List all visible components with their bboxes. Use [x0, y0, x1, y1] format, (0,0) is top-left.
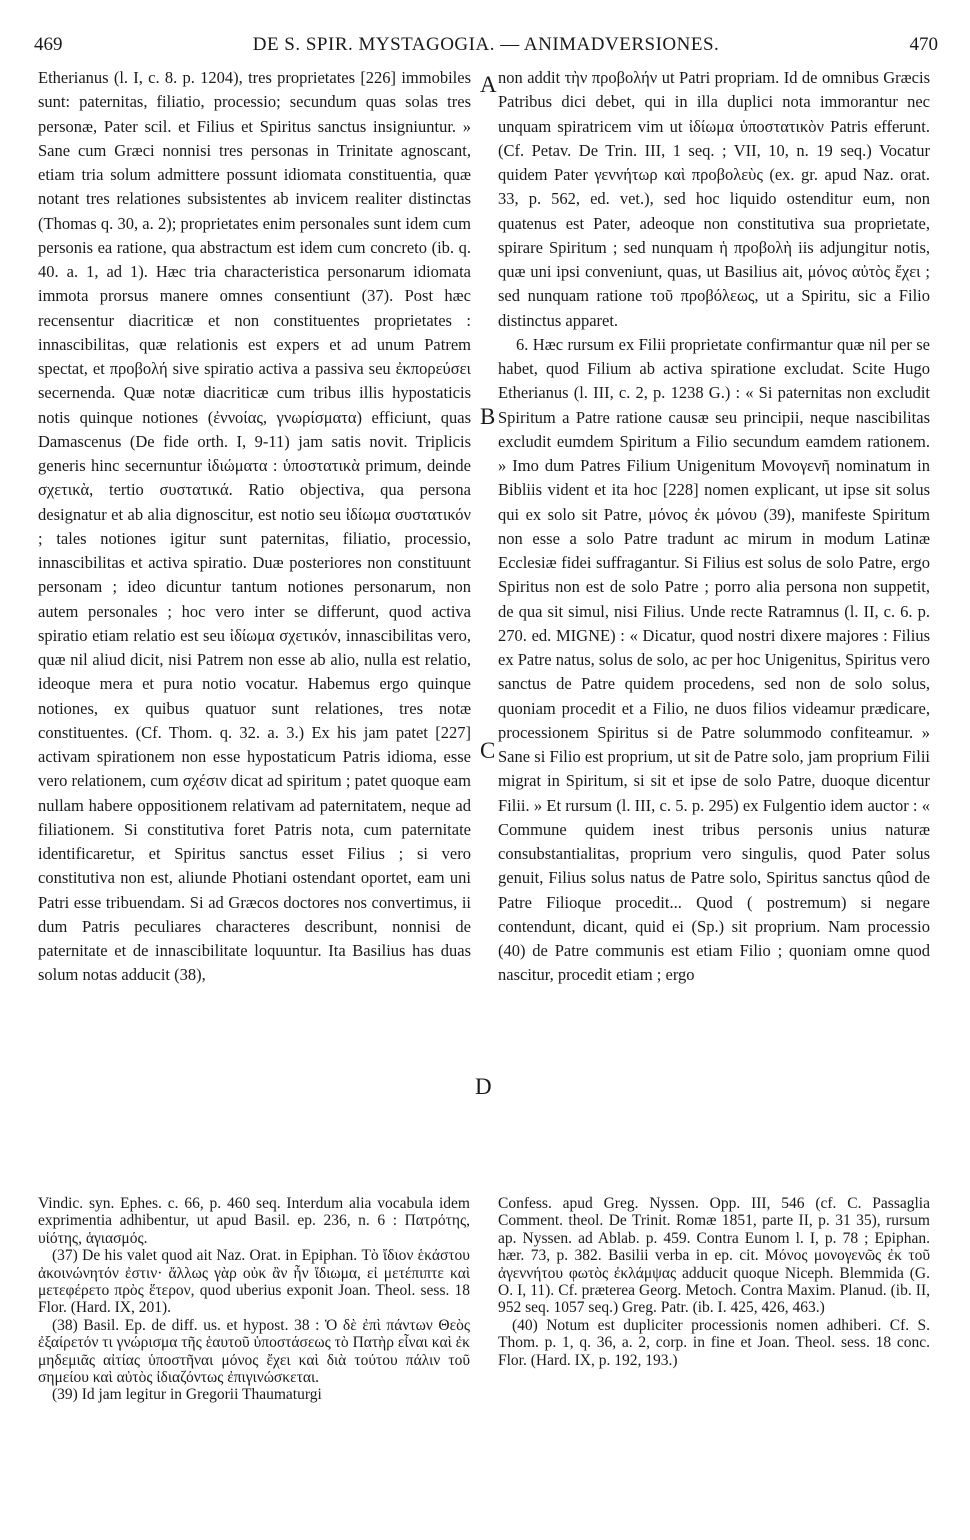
page-header [34, 34, 938, 60]
footnote-continuation: Vindic. syn. Ephes. c. 66, p. 460 seq. Interdum alia vocabula idem exprimentia adhibentur, ut apud Basil. ep. 236, n. 6 : Πατρότης, υἱότης, ἁγιασμός. [38, 1195, 470, 1247]
running-title: DE S. SPIR. MYSTAGOGIA. — ANIMADVERSIONES. [252, 34, 720, 55]
page-number-left: 469 [34, 34, 63, 55]
margin-marker-c: C [480, 738, 496, 763]
footnote-40: (40) Notum est dupliciter processionis nomen adhiberi. Cf. S. Thom. p. 1, q. 36, a. 2, corp. in fine et Joan. Theol. sess. 18 conc. Flor. (Hard. IX, p. 192, 193.) [498, 1316, 930, 1369]
right-column-paragraph-1: non addit τὴν προβολήν ut Patri propriam. Id de omnibus Græcis Patribus dici debet, qui in illa duplici nota immorantur nec unquam spiratricem vim ut ἰδίωμα ὑποστατικὸν Patris efferunt. (Cf. Petav. De Trin. III, 1 seq. ; VII, 10, n. 19 seq.) Vocatur quidem Pater γεννήτωρ καὶ προβολεὺς (ex. gr. apud Naz. orat. 33, p. 562, ed. vet.), sed hoc liquido ostenditur eum, non quatenus est Pater, adeoque non constitutiva sua proprietate, spirare Spiritum ; sed nunquam ἡ προβολὴ iis adjungitur notis, quæ uni ipsi conveniunt, quas, ut Basilius ait, μόνος αὐτὸς ἔχει ; sed nunquam ratione τοῦ προβόλεως, ut a Spiritu, sic a Filio distinctus apparet. [498, 68, 930, 330]
page-number-right: 470 [909, 34, 938, 55]
margin-marker-a: A [480, 72, 497, 97]
footnote-38: (38) Basil. Ep. de diff. us. et hypost. 38 : Ὁ δὲ ἐπὶ πάντων Θεὸς ἐξαίρετόν τι γνώρισμα τῆς ἑαυτοῦ ὑποστάσεως τὸ Πατὴρ εἶναι καὶ ἐκ μηδεμιᾶς αἰτίας ὑποστῆναι μόνος ἔχει καὶ διὰ τούτου πάλιν τοῦ σημείου καὶ αὐτὸς ἰδιαζόντως ἐπιγινώσκεται. [38, 1316, 470, 1387]
main-text-left-column [38, 66, 471, 988]
margin-marker-d: D [475, 1074, 492, 1099]
main-text-right-column [498, 66, 930, 988]
right-column-paragraph-2: 6. Hæc rursum ex Filii proprietate confirmantur quæ nil per se habet, quod Filium ab activa spiratione excludat. Scite Hugo Etherianus (l. III, c. 2, p. 1238 G.) : « Si paternitas non excludit Spiritum a Patre ratione causæ seu principii, neque nascibilitas excludit eumdem Spiritum a Filio secundum eamdem rationem. » Imo dum Patres Filium Unigenitum Μονογενῆ nominatum in Bibliis vident et ita hoc [228] nomen explicant, ut ipse sit solus qui ex solo sit Patre, μόνος ἐκ μόνου (39), manifeste Spiritum non esse a solo Patre tradunt ac mirum in modum Latinæ Ecclesiæ fidei suffragantur. Si Filius est solus de solo Patre, ergo Spiritus non est de solo Patre ; porro alia persona non suppetit, de qua sit simul, nisi Filius. Unde recte Ratramnus (l. II, c. 6. p. 270. ed. MIGNE) : « Dicatur, quod nostri dixere majores : Filius ex Patre natus, solus de solo, ac per hoc Unigenitus, Spiritus vero sanctus de Patre quidem procedens, sed non de solo solus, quoniam procedit et a Filio, ne duos filios videamur prædicare, processionem Spiritus si de Patre solummodo confiteamur. » Sane si Filio est proprium, ut sit de Patre solo, jam proprium Filii migrat in Spiritum, si sit et ipse de solo Patre, duoque dicentur Filii. » Et rursum (l. III, c. 5. p. 295) ex Fulgentio idem auctor : « Commune quidem inest tribus personis unius naturæ consubstantialitas, proprium vero singulis, quod Pater solus genuit, Filius solus natus de Patre solo, Spiritus sanctus qûod de Patre Filioque procedit... Quod ( postremum) si negare contendunt, dicant, quid ei (Sp.) sit proprium. Nam processio (40) de Patre communis est etiam Filio ; quoniam omne quod nascitur, procedit etiam ; ergo [498, 334, 930, 985]
footnote-39: (39) Id jam legitur in Gregorii Thaumaturgi [52, 1386, 322, 1404]
footnotes-left-column [38, 1195, 470, 1404]
footnote-39-continuation: Confess. apud Greg. Nyssen. Opp. III, 546 (cf. C. Passaglia Comment. theol. De Trinit. Romæ 1851, parte II, p. 31 35), rursum ap. Nyssen. ad Ablab. p. 459. Contra Eunom l. I, p. 78 ; Epiphan. hær. 73, p. 382. Basilii verba in ep. cit. Μόνος μονογενῶς ἐκ τοῦ ἀγεννήτου φωτὸς ἐκλάμψας adducit quoque Niceph. Blemmida (G. O. I, 11). Cf. præterea Georg. Metoch. Contra Maxim. Planud. (ib. II, 952 seq. 1057 seq.) Greg. Patr. (ib. I. 425, 426, 463.) [498, 1195, 930, 1317]
left-column-paragraph: Etherianus (l. I, c. 8. p. 1204), tres proprietates [226] immobiles sunt: paternitas, filiatio, processio; secundum quas solas tres personæ, Pater scil. et Filius et Spiritus sanctus insigniuntur. » Sane cum Græci nonnisi tres personas in Trinitate agnoscant, etiam tria solum admittere possunt idiomata constituentia, quæ notant tres relationes subsistentes ab invicem realiter distinctas (Thomas q. 30, a. 2); proprietates enim personales sunt idem cum personis ea ratione, qua abstractum est idem cum concreto (ib. q. 40. a. 1, ad 1). Hæc tria characteristica personarum idiomata immota prorsus manere omnes consentiunt (37). Post hæc recensentur diacriticæ et non constituentes proprietates : innascibilitas, quæ relationis est expers et ad unum Patrem spectat, et προβολή sive spiratio activa a passiva seu ἐκπορεύσει secernenda. Quæ notæ diacriticæ cum tribus illis hypostaticis notis quinque notiones (ἐννοίας, γνωρίσματα) efficiunt, quas Damascenus (De fide orth. I, 9-11) jam satis novit. Triplicis generis hinc secernuntur ἰδιώματα : ὑποστατικὰ primum, deinde σχετικὰ, tertio συστατικά. Ratio objectiva, qua persona designatur et ab alia dignoscitur, est notio seu ἰδίωμα συστατικόν ; tales notiones igitur sunt paternitas, filiatio, processio, innascibilitas et activa spiratio. Duæ posteriores non constituunt personam ; ideo dicuntur tantum notiones personarum, non autem personales ; hoc vero inter se differunt, quod activa spiratio etiam relatio est seu ἰδίωμα σχετικόν, innascibilitas vero, quæ nil aliud dicit, nisi Patrem non esse ab alio, nulla est relatio, ideoque mera et pura notio vocatur. Habemus ergo quinque notiones, ex quibus quatuor sunt relationes, tres notæ constituentes. (Cf. Thom. q. 32. a. 3.) Ex his jam patet [227] activam spirationem non esse hypostaticum Patris idioma, esse vero relationem, cum σχέσιν dicat ad spiritum ; patet quoque eam nullam habere oppositionem relativam ad paternitatem, neque ad filiationem. Si constitutiva foret Patris nota, cum paternitate identificaretur, et Spiritus sanctus esset Filius ; si vero constitutiva non est, aliunde Photiani ostendant oportet, eam uni Patri esse tribuendam. Si ad Græcos doctores nos convertimus, ii dum Patris peculiares characteres describunt, nonnisi de paternitate et de innascibilitate loquuntur. Ita Basilius has duas solum notas adducit (38), [38, 68, 471, 985]
footnote-37: (37) De his valet quod ait Naz. Orat. in Epiphan. Τὸ ἴδιον ἑκάστου ἀκοινώνητόν ἐστιν· ἄλλως γὰρ οὐκ ἂν ἦν ἴδιωμα, εἰ μετέπιπτε καὶ μετεφέρετο πρὸς ἕτερον, quod uberius exponit Joan. Theol. sess. 18 Flor. (Hard. IX, 201). [38, 1247, 470, 1317]
footnotes-right-column [498, 1195, 930, 1369]
margin-marker-b: B [480, 404, 496, 429]
